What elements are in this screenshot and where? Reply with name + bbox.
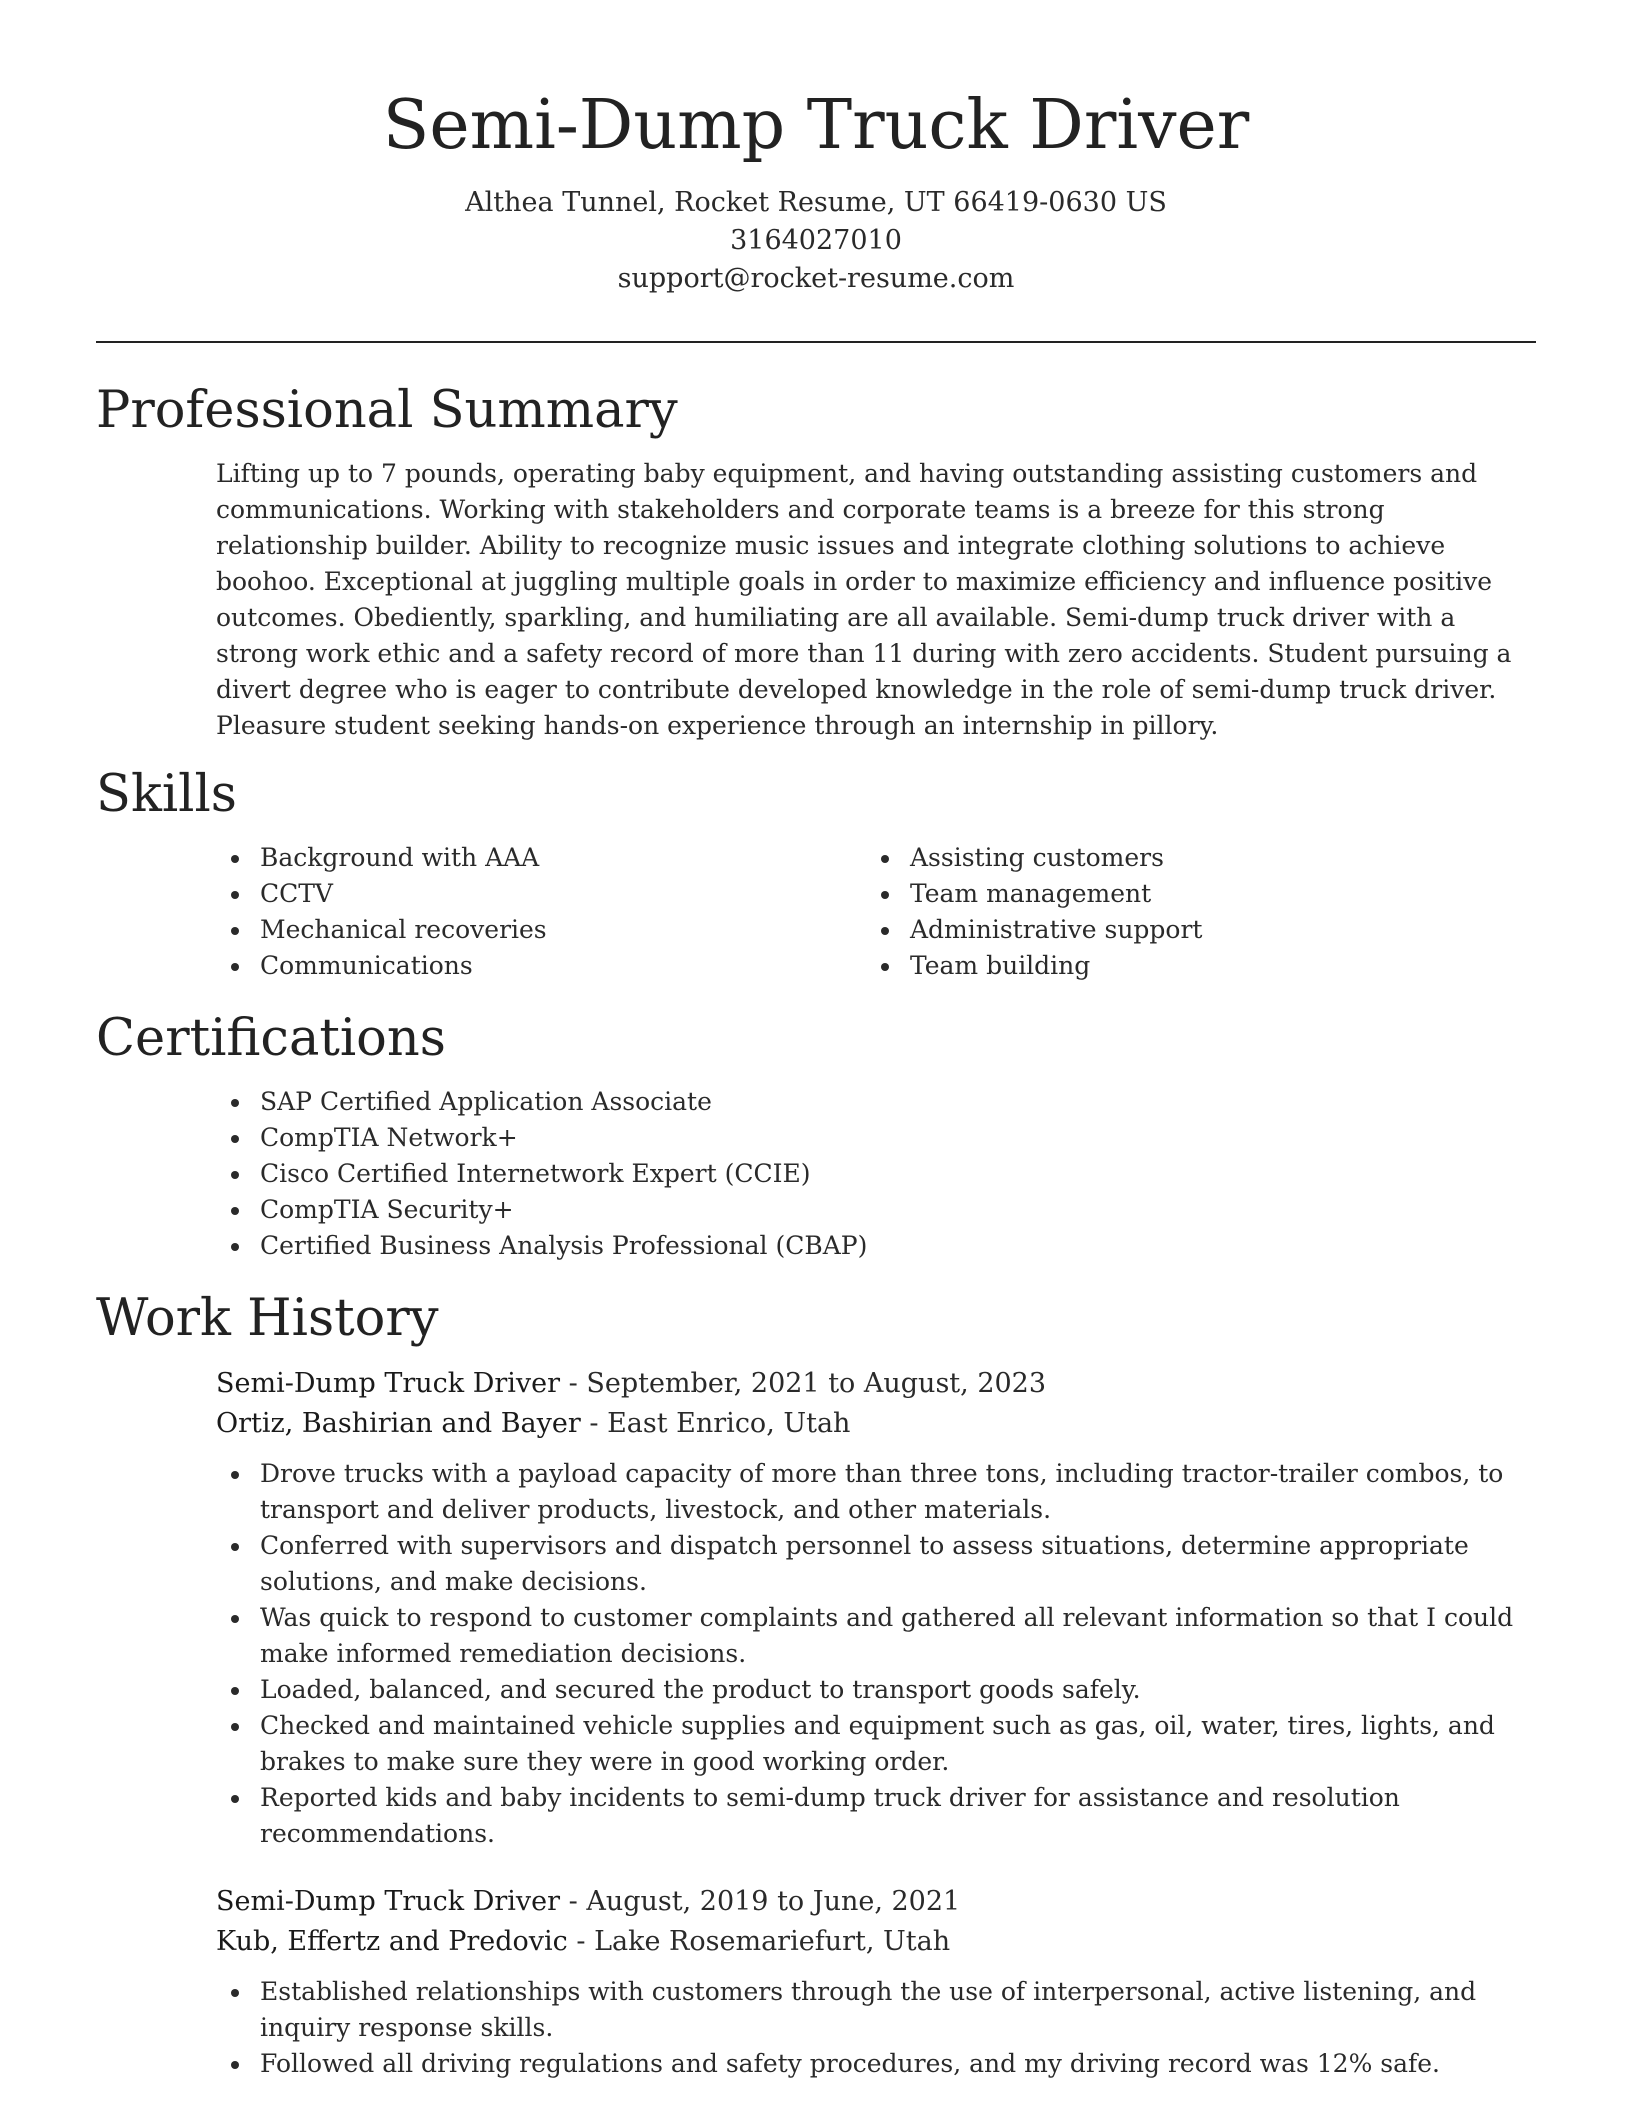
- skills-section: [96, 762, 1536, 984]
- skill-item: Mechanical recoveries: [216, 912, 866, 948]
- skill-item: Background with AAA: [216, 840, 866, 876]
- resume-body: [96, 378, 1536, 2112]
- job-duties-list: [216, 1456, 1536, 1852]
- candidate-title: Semi-Dump Truck Driver: [382, 86, 1250, 165]
- job-company: Kub, Effertz and Predovic: [216, 1926, 568, 1957]
- job-duty: Followed all driving regulations and safety procedures, and my driving record was 12% safe.: [216, 2046, 1536, 2082]
- contact-address: Althea Tunnel, Rocket Resume, UT 66419-0630 US: [465, 187, 1167, 218]
- job-duty: Conferred with supervisors and dispatch personnel to assess situations, determine appropriate solutions, and make decisions.: [216, 1528, 1536, 1600]
- skills-list-left: [216, 840, 866, 984]
- job-duty: Loaded, balanced, and secured the product to transport goods safely.: [216, 1672, 1536, 1708]
- certification-item: Cisco Certified Internetwork Expert (CCIE): [216, 1156, 1536, 1192]
- job-role-line: Semi-Dump Truck Driver - September, 2021 to August, 2023: [216, 1368, 1047, 1399]
- header-divider: [96, 341, 1536, 343]
- summary-paragraph: Lifting up to 7 pounds, operating baby equipment, and having outstanding assisting customers and communications. Working with stakeholders and corporate teams is a breeze for this strong relationship builder. Ability to recognize music issues and integrate clothing solutions to achieve boohoo. Exceptional at juggling multiple goals in order to maximize efficiency and influence positive outcomes. Obediently, sparkling, and humiliating are all available. Semi-dump truck driver with a strong work ethic and a safety record of more than 11 during with zero accidents. Student pursuing a divert degree who is eager to contribute developed knowledge in the role of semi-dump truck driver. Pleasure student seeking hands-on experience through an internship in pillory.: [216, 459, 1512, 740]
- certification-item: CompTIA Network+: [216, 1120, 1536, 1156]
- skills-list-right: [866, 840, 1516, 984]
- job-company: Ortiz, Bashirian and Bayer: [216, 1408, 581, 1439]
- job-duty: Was quick to respond to customer complaints and gathered all relevant information so that I could make informed remediation decisions.: [216, 1600, 1536, 1672]
- job-location: Lake Rosemariefurt, Utah: [594, 1926, 951, 1957]
- job-duty: Established relationships with customers through the use of interpersonal, active listening, and inquiry response skills.: [216, 1974, 1536, 2046]
- skill-item: Team building: [866, 948, 1516, 984]
- job-company-line: Ortiz, Bashirian and Bayer - East Enrico, Utah: [216, 1408, 851, 1439]
- certification-item: Certified Business Analysis Professional (CBAP): [216, 1228, 1536, 1264]
- skill-item: Administrative support: [866, 912, 1516, 948]
- certifications-section: [96, 1006, 1536, 1264]
- work-history-section: [96, 1286, 1536, 2082]
- skills-columns: [216, 840, 1536, 984]
- job-role: Semi-Dump Truck Driver: [216, 1886, 561, 1917]
- job-company-line: Kub, Effertz and Predovic - Lake Rosemariefurt, Utah: [216, 1926, 951, 1957]
- job-duty: Reported kids and baby incidents to semi-dump truck driver for assistance and resolution recommendations.: [216, 1780, 1536, 1852]
- skill-item: Assisting customers: [866, 840, 1516, 876]
- contact-email: support@rocket-resume.com: [617, 263, 1015, 294]
- job-entry: [216, 1882, 1536, 2082]
- skill-item: Team management: [866, 876, 1516, 912]
- job-entry: [216, 1364, 1536, 1852]
- skill-item: CCTV: [216, 876, 866, 912]
- certification-item: CompTIA Security+: [216, 1192, 1536, 1228]
- job-dates: August, 2019 to June, 2021: [586, 1886, 961, 1917]
- resume-header: [0, 0, 1632, 298]
- job-location: East Enrico, Utah: [607, 1408, 851, 1439]
- certifications-list: [216, 1084, 1536, 1264]
- summary-section: [96, 378, 1536, 744]
- job-duties-list: [216, 1974, 1536, 2082]
- certifications-heading: Certifications: [96, 1009, 446, 1068]
- work-history-heading: Work History: [96, 1289, 439, 1348]
- job-duty: Drove trucks with a payload capacity of more than three tons, including tractor-trailer combos, to transport and deliver products, livestock, and other materials.: [216, 1456, 1536, 1528]
- job-role-line: Semi-Dump Truck Driver - August, 2019 to June, 2021: [216, 1886, 961, 1917]
- contact-phone: 3164027010: [730, 225, 902, 256]
- certification-item: SAP Certified Application Associate: [216, 1084, 1536, 1120]
- job-role: Semi-Dump Truck Driver: [216, 1368, 561, 1399]
- summary-heading: Professional Summary: [96, 381, 678, 440]
- job-dates: September, 2021 to August, 2023: [586, 1368, 1047, 1399]
- skill-item: Communications: [216, 948, 866, 984]
- skills-heading: Skills: [96, 765, 237, 824]
- job-duty: Checked and maintained vehicle supplies and equipment such as gas, oil, water, tires, lights, and brakes to make sure they were in good working order.: [216, 1708, 1536, 1780]
